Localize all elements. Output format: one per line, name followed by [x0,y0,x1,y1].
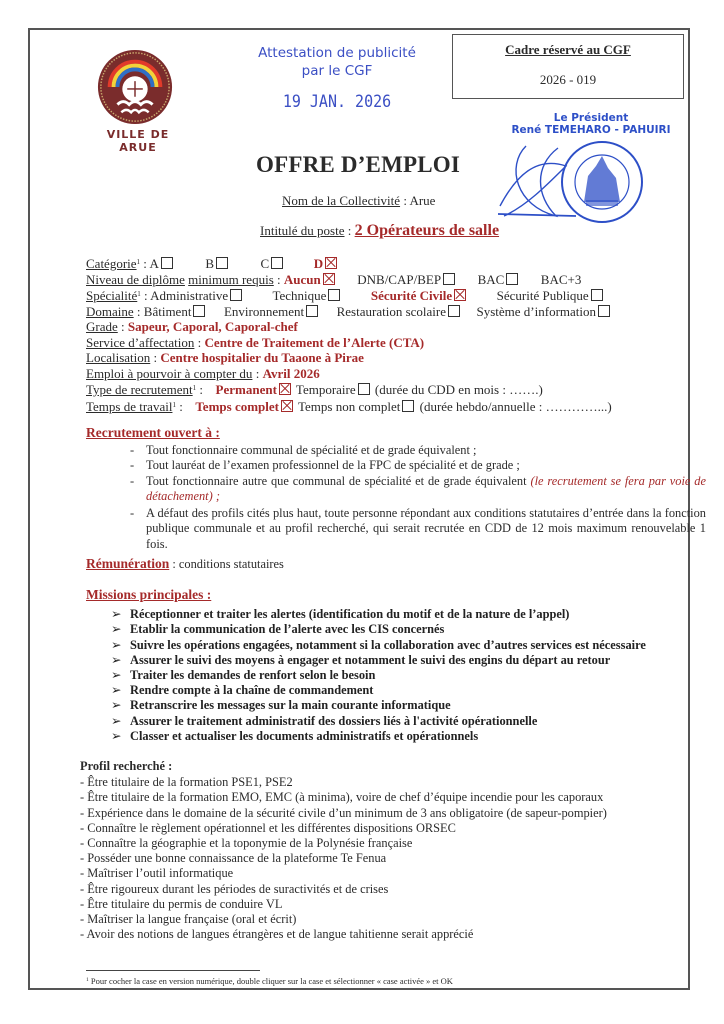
recrutement-type-label: Type de recrutement [86,382,193,397]
mission-item [111,638,646,653]
list-item-text: A défaut des profils cités plus haut, toute personne répondant aux conditions statutaires d’entrée dans la fonction publique communale et au profil recherché, qui serait recrutée en CDD de 12 mois maximum renouvelable 1 fois. [146,505,706,551]
page-title: OFFRE D’EMPLOI [256,152,461,177]
emploi-value: Avril 2026 [262,365,320,381]
categorie-a-label: A [149,256,159,271]
list-item [130,443,706,459]
mission-item [111,729,646,744]
domaine-environnement-checkbox[interactable] [306,305,318,317]
diplome-aucun-checkbox[interactable] [323,273,335,285]
mission-text: Assurer le suivi des moyens à engager et notamment le suivi des engins du départ au retour [130,652,611,667]
temps-non-complet-checkbox[interactable] [402,400,414,412]
profil-heading: Profil recherché : [80,759,173,773]
permanent-label: Permanent [215,382,277,397]
emploi-label: Emploi à pourvoir à compter du [86,365,253,381]
specialite-securite-publique-checkbox[interactable] [591,289,603,301]
intitule-line: Intitulé du poste : 2 Opérateurs de salle [260,222,500,239]
footnote-marker: 1 [86,977,89,983]
list-item [130,474,706,505]
diplome-bac-label: BAC [477,271,505,287]
arrow-bullet-icon: ➢ [111,713,122,728]
diplome-bac3-label: BAC+3 [540,271,582,287]
diplome-label: Niveau de diplôme [86,271,185,287]
domaine-restauration-label: Restauration scolaire [336,303,446,319]
specialite-technique-checkbox[interactable] [328,289,340,301]
publicity-stamp-line1: Attestation de publicité [258,45,416,61]
categorie-c-label: C [260,256,270,271]
localisation-label: Localisation [86,350,151,365]
job-details-form [86,255,612,414]
profil-list [80,775,607,942]
recrutement-ouvert-heading: Recrutement ouvert à : [86,425,220,440]
diplome-row: Niveau de diplôme minimum requis : Aucun DNB/CAP/BEP BAC BAC+3 [86,271,582,287]
profil-item: - Maîtriser l’outil informatique [80,866,607,881]
profil-item: - Être titulaire du permis de conduire VL [80,897,607,912]
temporaire-checkbox[interactable] [358,383,370,395]
specialite-technique-label: Technique [272,288,327,303]
domaine-batiment-label: Bâtiment [143,303,192,319]
publicity-stamp-line2: par le CGF [301,63,373,79]
footnote-separator [86,970,260,971]
categorie-b-checkbox[interactable] [216,257,228,269]
president-stamp-line1: Le Président [553,112,629,124]
temps-travail-label: Temps de travail [86,398,173,414]
mission-text: Suivre les opérations engagées, notamment si la collaboration avec d’autres services est nécessaire [130,637,646,652]
specialite-securite-civile-label: Sécurité Civile [370,288,453,303]
profil-item: - Être rigoureux durant les périodes de suractivités et de crises [80,882,607,897]
collectivite-value: Arue [409,193,436,208]
arrow-bullet-icon: ➢ [111,698,122,713]
profil-item: - Connaître le règlement opérationnel et les différentes dispositions ORSEC [80,821,607,836]
mission-text: Etablir la communication de l’alerte avec les CIS concernés [130,622,445,637]
categorie-a-checkbox[interactable] [161,257,173,269]
missions-list [86,607,646,744]
specialite-securite-civile-checkbox[interactable] [454,289,466,301]
temporaire-label: Temporaire [295,382,356,397]
profil-item: - Maîtriser la langue française (oral et écrit) [80,912,607,927]
domaine-batiment-checkbox[interactable] [193,305,205,317]
categorie-b-label: B [205,256,215,271]
categorie-label: Catégorie [86,256,137,271]
mission-item [111,607,646,622]
mission-text: Réceptionner et traiter les alertes (identification du motif et de la nature de l’appel) [130,607,570,622]
grade-value: Sapeur, Caporal, Caporal-chef [127,319,298,334]
hebdo-duration-note: (durée hebdo/annuelle : …………...) [419,398,612,414]
intitule-label: Intitulé du poste [260,223,345,238]
arrow-bullet-icon: ➢ [111,652,122,667]
specialite-label: Spécialité [86,288,138,303]
specialite-administrative-label: Administrative [150,288,229,303]
list-item-text: Tout fonctionnaire communal de spécialité et de grade équivalent ; [146,442,477,457]
categorie-row: Catégorie$^1$ : A B C D [86,255,612,272]
arrow-bullet-icon: ➢ [111,668,122,683]
service-label: Service d’affectation [86,334,195,350]
domaine-label: Domaine [86,303,134,319]
footnote-text: Pour cocher la case en version numérique, double cliquer sur la case et sélectionner « case activée » et OK [90,976,453,986]
specialite-row: Spécialité$^1$ : Administrative Technique Sécurité Civile Sécurité Publique [86,287,612,304]
specialite-securite-publique-label: Sécurité Publique [496,288,589,303]
localisation-value: Centre hospitalier du Taaone à Pirae [160,350,364,365]
profil-section [80,759,607,942]
mission-item [111,653,646,668]
cgf-box-title: Cadre réservé au CGF [505,42,631,57]
specialite-administrative-checkbox[interactable] [230,289,242,301]
profil-item: - Être titulaire de la formation PSE1, PSE2 [80,775,607,790]
grade-row: Grade : Sapeur, Caporal, Caporal-chef [86,319,298,334]
president-stamp-line2: René TEMEHARO - PAHUIRI [511,124,671,136]
recrutement-ouvert-list [86,443,706,553]
service-value: Centre de Traitement de l’Alerte (CTA) [204,334,425,350]
remuneration-heading: Rémunération [86,556,170,571]
profil-item: - Être titulaire de la formation EMO, EMC (à minima), voire de chef d’équipe incendie pour les caporaux [80,790,607,805]
mission-text: Rendre compte à la chaîne de commandement [130,683,374,698]
arrow-bullet-icon: ➢ [111,683,122,698]
remuneration-value: : conditions statutaires [172,557,284,571]
mission-item [111,698,646,713]
profil-item: - Expérience dans le domaine de la sécurité civile d’un minimum de 3 ans obligatoire (de sapeur-pompier) [80,806,607,821]
domaine-environnement-label: Environnement [223,303,305,319]
mission-text: Assurer le traitement administratif des dossiers liés à l'activité opérationnelle [130,713,538,728]
arrow-bullet-icon: ➢ [111,607,122,622]
emploi-row: Emploi à pourvoir à compter du : Avril 2026 [86,365,320,381]
cgf-seal-icon [496,136,648,232]
collectivite-label: Nom de la Collectivité [282,193,401,208]
recrutement-type-row: Type de recrutement$^1$ : Permanent Temporaire (durée du CDD en mois : …….) [86,382,543,397]
ville-de-arue-logo-icon [96,48,174,126]
mission-item [111,714,646,729]
collectivite-line: Nom de la Collectivité : Arue [282,193,436,208]
temps-complet-checkbox[interactable] [281,400,293,412]
president-stamp [486,112,696,136]
missions-section [86,587,646,744]
domaine-systeme-information-checkbox[interactable] [598,305,610,317]
cdd-duration-note: (durée du CDD en mois : …….) [374,382,543,397]
list-item-text: Tout lauréat de l’examen professionnel de la FPC de spécialité et de grade ; [146,458,520,472]
list-item [130,506,706,553]
footnote [86,976,453,986]
diplome-bac-checkbox[interactable] [506,273,518,285]
diplome-dnb-label: DNB/CAP/BEP [357,271,442,287]
categorie-c-checkbox[interactable] [271,257,283,269]
domaine-restauration-checkbox[interactable] [448,305,460,317]
list-item-text: Tout fonctionnaire autre que communal de spécialité et de grade équivalent [146,473,531,488]
diplome-label-minimum: minimum requis [188,271,274,287]
categorie-d-label: D [313,256,324,271]
mission-item [111,668,646,683]
localisation-row: Localisation : Centre hospitalier du Taaone à Pirae [86,350,364,365]
intitule-value: 2 Opérateurs de salle [354,222,500,239]
detachement-note: (le recrutement se fera par voie de détachement) ; [146,473,706,503]
domaine-systeme-information-label: Système d’information [476,303,597,319]
diplome-dnb-checkbox[interactable] [443,273,455,285]
temps-complet-label: Temps complet [195,398,279,414]
temps-travail-row: Temps de travail$^1$ : Temps complet Temps non complet (durée hebdo/annuelle : …………...) [86,398,612,414]
cgf-reserved-box [452,34,684,99]
cgf-box-number: 2026 - 019 [539,72,597,87]
publicity-stamp [232,44,442,110]
mission-text: Retranscrire les messages sur la main courante informatique [130,698,451,713]
profil-item: - Avoir des notions de langues étrangères et de langue tahitienne serait apprécié [80,927,607,942]
grade-label: Grade [86,319,118,334]
recrutement-ouvert-section [86,425,706,552]
service-row: Service d’affectation : Centre de Traitement de l’Alerte (CTA) [86,334,425,350]
mission-text: Traiter les demandes de renfort selon le besoin [130,668,376,683]
profil-item: - Posséder une bonne connaissance de la plateforme Te Fenua [80,851,607,866]
missions-heading: Missions principales : [86,587,212,602]
remuneration-line [86,556,284,572]
logo-label: VILLE DE ARUE [106,128,170,154]
arrow-bullet-icon: ➢ [111,637,122,652]
domaine-row: Domaine : Bâtiment Environnement Restauration scolaire Système d’information [86,304,612,320]
temps-non-complet-label: Temps non complet [298,398,401,414]
mission-item [111,622,646,637]
publicity-stamp-date: 19 JAN. 2026 [282,90,392,112]
profil-item: - Connaître la géographie et la toponymie de la Polynésie française [80,836,607,851]
mission-item [111,683,646,698]
list-item [130,458,706,474]
arrow-bullet-icon: ➢ [111,622,122,637]
categorie-d-checkbox[interactable] [325,257,337,269]
arrow-bullet-icon: ➢ [111,728,122,743]
permanent-checkbox[interactable] [279,383,291,395]
mission-text: Classer et actualiser les documents administratifs et opérationnels [130,728,479,743]
diplome-aucun-label: Aucun [283,271,321,287]
